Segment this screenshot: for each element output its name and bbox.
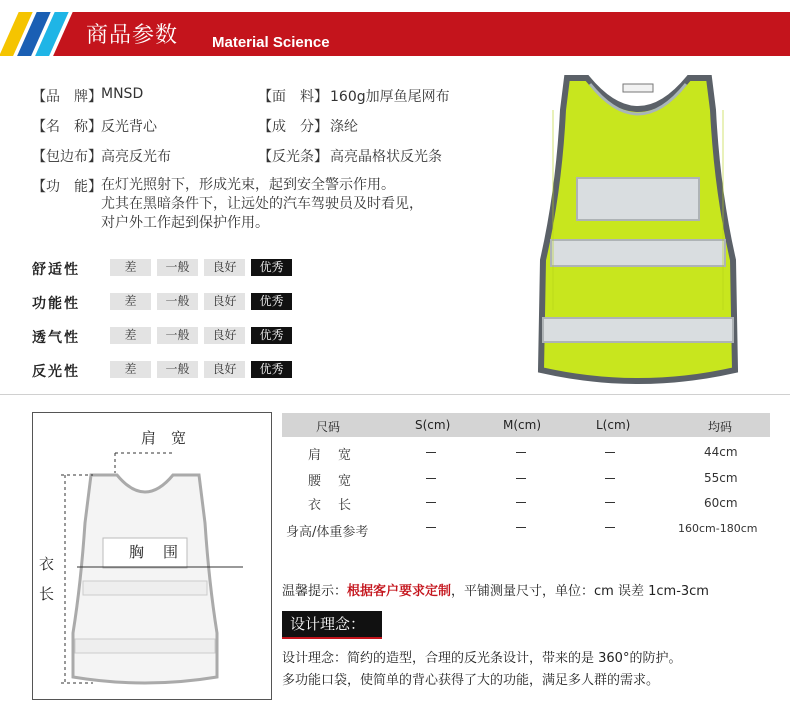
rating-label-breathability: 透气性: [32, 330, 80, 346]
design-concept-underline: [282, 637, 382, 639]
diagram-shoulder-label: 肩 宽: [141, 429, 187, 447]
size-row-free: 60cm: [704, 496, 738, 510]
spec-function-label: 【功 能】: [32, 179, 102, 195]
size-row-label: 身高/体重参考: [286, 525, 369, 540]
size-row-free: 44cm: [704, 445, 738, 459]
size-dash: [516, 452, 526, 453]
section-subtitle: Material Science: [212, 34, 330, 51]
size-dash: [426, 527, 436, 528]
spec-name: 【名 称】 反光背心: [32, 119, 157, 135]
design-concept-badge: 设计理念：: [282, 611, 382, 637]
size-table-header-l: L(cm): [596, 418, 631, 432]
spec-composition: 【成 分】 涤纶: [258, 119, 358, 135]
header-stripes: [0, 12, 78, 56]
vest-product-image: [527, 70, 749, 388]
size-row-free: 55cm: [704, 471, 738, 485]
section-divider: [0, 394, 790, 395]
diagram-chest-label: 胸 围: [129, 543, 181, 561]
measurement-tip: 温馨提示：根据客户要求定制，平铺测量尺寸，单位：cm 误差 1cm-3cm: [282, 584, 709, 599]
size-table-header-s: S(cm): [415, 418, 451, 432]
rating-excellent-selected: 优秀: [251, 361, 292, 378]
rating-label-function: 功能性: [32, 296, 80, 312]
rating-poor: 差: [110, 327, 151, 344]
rating-average: 一般: [157, 293, 198, 310]
size-dash: [426, 452, 436, 453]
rating-poor: 差: [110, 361, 151, 378]
rating-label-reflectivity: 反光性: [32, 364, 80, 380]
size-row-label: 衣 长: [308, 498, 354, 513]
rating-good: 良好: [204, 259, 245, 276]
size-dash: [516, 478, 526, 479]
rating-label-comfort: 舒适性: [32, 262, 80, 278]
rating-good: 良好: [204, 361, 245, 378]
rating-good: 良好: [204, 293, 245, 310]
size-row-free: 160cm-180cm: [678, 522, 758, 535]
size-dash: [426, 478, 436, 479]
size-table-header-m: M(cm): [503, 418, 542, 432]
size-row-label: 腰 宽: [308, 474, 354, 489]
size-dash: [605, 478, 615, 479]
size-table-header-size: 尺码: [316, 420, 341, 434]
spec-strip: 【反光条】 高亮晶格状反光条: [258, 149, 442, 165]
rating-average: 一般: [157, 361, 198, 378]
size-dash: [605, 502, 615, 503]
rating-excellent-selected: 优秀: [251, 293, 292, 310]
rating-poor: 差: [110, 293, 151, 310]
rating-good: 良好: [204, 327, 245, 344]
section-title: 商品参数: [86, 23, 179, 48]
diagram-length-label-bottom: 长: [39, 585, 55, 603]
spec-function-text: 在灯光照射下，形成光束，起到安全警示作用。 尤其在黑暗条件下，让远处的汽车驾驶员及时看见， 对户外工作起到保护作用。: [101, 177, 423, 231]
size-table-header-free: 均码: [708, 420, 733, 434]
size-row-label: 肩 宽: [308, 448, 354, 463]
design-concept-text: 设计理念：简约的造型，合理的反光条设计，带来的是 360°的防护。 多功能口袋，使简单的背心获得了大的功能，满足多人群的需求。: [282, 651, 682, 688]
measurement-diagram: [32, 412, 272, 700]
rating-poor: 差: [110, 259, 151, 276]
section-header: [0, 12, 790, 56]
diagram-length-label-top: 衣: [39, 555, 55, 573]
rating-average: 一般: [157, 327, 198, 344]
rating-excellent-selected: 优秀: [251, 259, 292, 276]
spec-brand: 【品 牌】 MNSD: [32, 86, 144, 105]
spec-fabric: 【面 料】 160g加厚鱼尾网布: [258, 89, 450, 105]
size-dash: [605, 452, 615, 453]
size-dash: [605, 527, 615, 528]
size-dash: [516, 502, 526, 503]
spec-edge: 【包边布】 高亮反光布: [32, 149, 171, 165]
size-dash: [516, 527, 526, 528]
rating-excellent-selected: 优秀: [251, 327, 292, 344]
size-dash: [426, 502, 436, 503]
rating-average: 一般: [157, 259, 198, 276]
